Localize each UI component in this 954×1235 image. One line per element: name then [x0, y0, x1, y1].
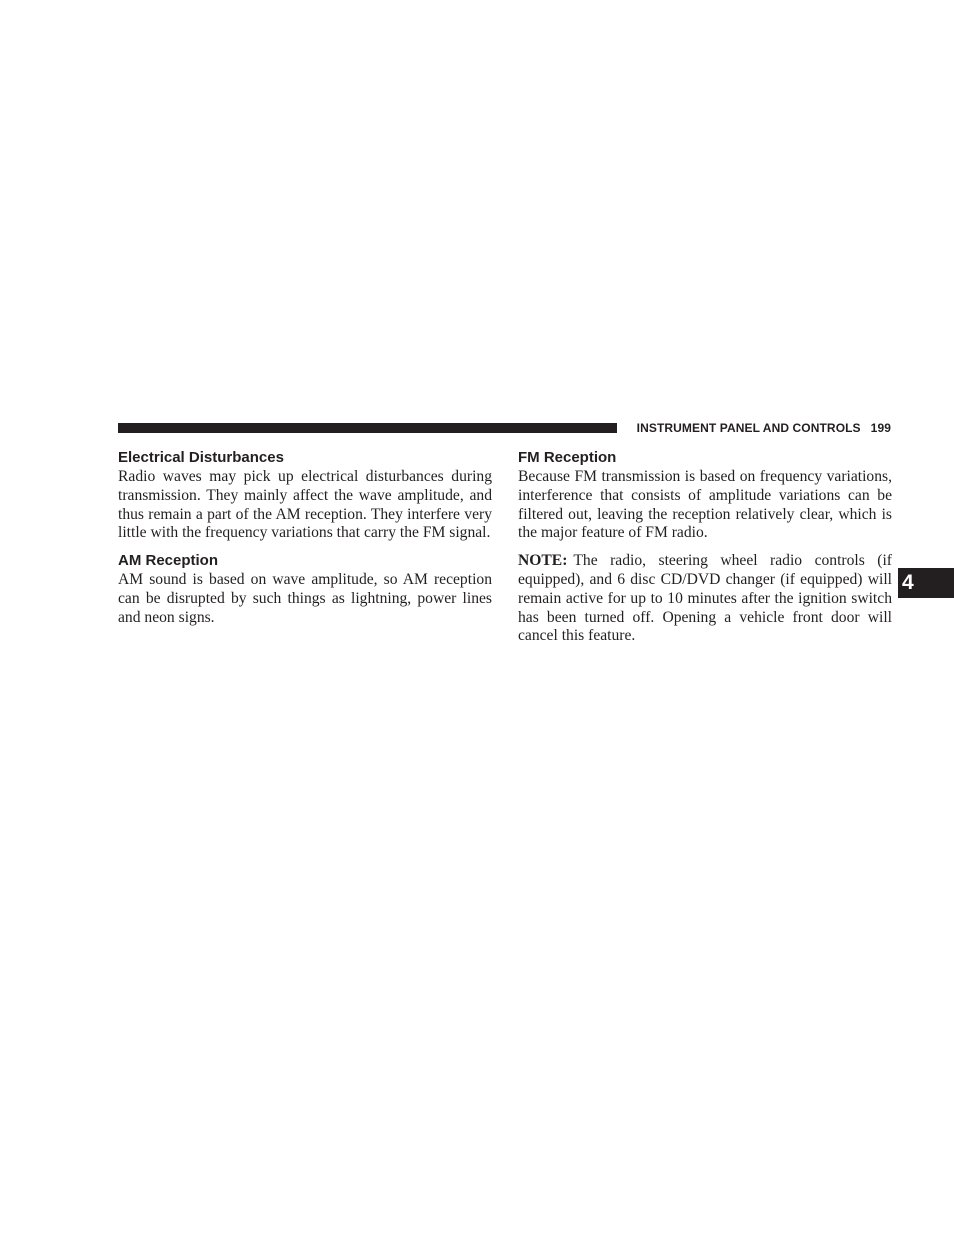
- heading-electrical-disturbances: Electrical Disturbances: [118, 449, 284, 466]
- section-title: INSTRUMENT PANEL AND CONTROLS: [636, 421, 861, 435]
- heading-fm-reception: FM Reception: [518, 449, 617, 466]
- paragraph-fm-reception: Because FM transmission is based on frequency variations, interference that consists of amplitude variations can be filtered out, leaving the reception relatively clear, which is the major feature of FM radio.: [518, 468, 892, 542]
- heading-am-reception: AM Reception: [118, 552, 219, 570]
- note-paragraph: [518, 552, 892, 646]
- paragraph-electrical-disturbances: Radio waves may pick up electrical disturbances during transmission. They mainly affect the wave amplitude, and thus remain a part of the AM reception. They interfere very little with the frequency variations that carry the FM signal.: [118, 468, 492, 542]
- header-rule: [118, 423, 617, 433]
- note-label: NOTE:: [518, 552, 568, 570]
- left-column: [118, 448, 492, 628]
- note-text: The radio, steering wheel radio controls (if equipped), and 6 disc CD/DVD changer (if equipped) will remain active for up to 10 minutes after the ignition switch has been turned off. Opening a vehicle front door will cancel this feature.: [518, 552, 892, 645]
- chapter-tab: 4: [898, 568, 954, 598]
- paragraph-am-reception: AM sound is based on wave amplitude, so AM reception can be disrupted by such things as lightning, power lines and neon signs.: [118, 571, 492, 626]
- right-column: [518, 448, 892, 646]
- page-number: 199: [870, 421, 891, 435]
- running-header: [627, 420, 891, 436]
